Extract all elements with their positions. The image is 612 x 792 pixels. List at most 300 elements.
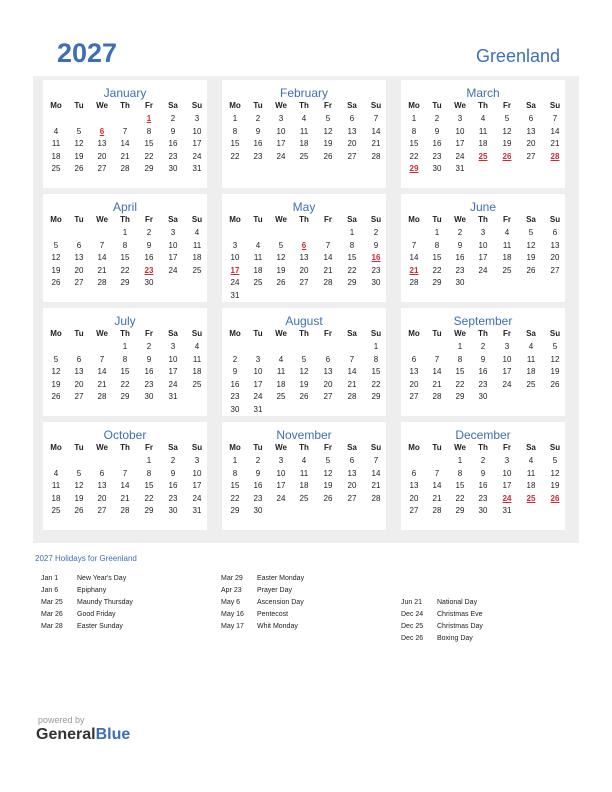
- day-cell: 2: [434, 114, 440, 123]
- day-cell: 5: [552, 342, 558, 351]
- day-cell: 14: [347, 367, 357, 376]
- week-row: [222, 455, 386, 467]
- day-cell: 11: [502, 240, 512, 250]
- weekday-label: We: [454, 101, 466, 110]
- day-cell: 23: [432, 151, 442, 161]
- day-cell: 23: [478, 493, 488, 503]
- day-cell: 12: [550, 468, 560, 478]
- day-cell: 24: [276, 493, 286, 503]
- day-cell: 16: [144, 253, 154, 262]
- weekday-label: We: [96, 443, 108, 452]
- day-cell: 10: [168, 354, 178, 364]
- day-cell: 16: [168, 481, 178, 490]
- holiday-name: Easter Sunday: [77, 623, 123, 630]
- week-row: [401, 480, 565, 492]
- day-cell: 8: [457, 468, 463, 478]
- day-cell: 30: [371, 278, 381, 287]
- day-cell: 7: [122, 468, 128, 478]
- weekday-label: Sa: [526, 215, 536, 224]
- holiday-day: 25: [478, 151, 488, 161]
- holiday-item: [221, 597, 391, 609]
- day-cell: 21: [347, 379, 357, 389]
- holiday-item: [41, 621, 211, 633]
- day-cell: 2: [170, 114, 176, 123]
- day-cell: 5: [76, 126, 82, 136]
- day-cell: 16: [168, 139, 178, 148]
- week-row: [401, 252, 565, 264]
- day-cell: 3: [170, 228, 176, 237]
- weekday-label: Fr: [503, 329, 511, 338]
- weekday-label: Tu: [74, 215, 84, 224]
- day-cell: 12: [276, 253, 286, 262]
- day-cell: 15: [409, 139, 419, 148]
- day-cell: 17: [192, 481, 202, 490]
- week-row: [43, 341, 207, 353]
- day-cell: 9: [480, 468, 486, 478]
- week-row: [401, 113, 565, 125]
- day-cell: 18: [502, 253, 512, 262]
- day-cell: 15: [144, 481, 154, 490]
- weekday-label: Tu: [253, 443, 263, 452]
- month-name: September: [453, 314, 513, 328]
- weekday-label: Mo: [50, 215, 62, 224]
- day-cell: 22: [409, 151, 419, 161]
- day-cell: 21: [432, 493, 442, 503]
- holiday-name: Good Friday: [77, 611, 116, 618]
- weekday-label: We: [454, 329, 466, 338]
- day-cell: 9: [146, 354, 152, 364]
- month-april: [43, 194, 207, 302]
- month-november: [222, 422, 386, 530]
- day-cell: 16: [455, 253, 465, 262]
- holiday-day: 21: [409, 265, 419, 275]
- week-row: [43, 277, 207, 289]
- holiday-day: 16: [371, 253, 381, 262]
- day-cell: 28: [120, 506, 130, 515]
- weekday-label: Tu: [74, 329, 84, 338]
- day-cell: 26: [526, 265, 536, 275]
- day-cell: 12: [74, 139, 84, 148]
- day-cell: 25: [253, 278, 263, 287]
- day-cell: 19: [51, 379, 61, 389]
- day-cell: 7: [411, 240, 417, 250]
- day-cell: 5: [552, 456, 558, 465]
- day-cell: 17: [168, 253, 178, 262]
- weekday-header: [222, 328, 386, 340]
- week-row: [222, 113, 386, 125]
- day-cell: 4: [53, 468, 59, 478]
- day-cell: 18: [478, 139, 488, 148]
- weekday-label: Mo: [229, 329, 241, 338]
- day-cell: 27: [74, 392, 84, 401]
- brand-logo: [36, 726, 130, 744]
- day-cell: 31: [230, 290, 240, 300]
- day-cell: 14: [432, 367, 442, 376]
- weekday-label: Mo: [50, 101, 62, 110]
- day-cell: 11: [299, 126, 309, 136]
- day-cell: 8: [146, 468, 152, 478]
- day-cell: 30: [432, 164, 442, 173]
- day-cell: 29: [455, 392, 465, 401]
- day-cell: 17: [478, 253, 488, 262]
- holiday-item: [41, 609, 211, 621]
- day-cell: 8: [122, 354, 128, 364]
- day-cell: 27: [323, 392, 333, 401]
- weekday-header: [222, 100, 386, 112]
- day-cell: 17: [192, 139, 202, 148]
- day-cell: 14: [120, 481, 130, 490]
- weekday-label: Fr: [503, 215, 511, 224]
- week-row: [222, 493, 386, 505]
- day-cell: 7: [99, 240, 105, 250]
- weekday-label: Su: [370, 329, 382, 338]
- day-cell: 29: [120, 392, 130, 401]
- weekday-label: Su: [370, 443, 382, 452]
- weekday-label: Mo: [50, 443, 62, 452]
- day-cell: 20: [97, 151, 107, 161]
- day-cell: 3: [457, 114, 463, 123]
- day-cell: 28: [323, 278, 333, 287]
- holiday-day: 1: [146, 114, 152, 123]
- day-cell: 7: [122, 126, 128, 136]
- holiday-name: Ascension Day: [257, 599, 304, 606]
- day-cell: 28: [371, 151, 381, 161]
- day-cell: 13: [347, 468, 357, 478]
- day-cell: 25: [299, 151, 309, 161]
- year-title: 2027: [57, 38, 118, 68]
- day-cell: 17: [168, 367, 178, 376]
- holiday-day: 26: [502, 151, 512, 161]
- day-cell: 18: [526, 481, 536, 490]
- holiday-name: Maundy Thursday: [77, 599, 133, 606]
- month-january: [43, 80, 207, 188]
- day-cell: 13: [526, 126, 536, 136]
- day-cell: 2: [457, 228, 463, 237]
- weekday-label: Th: [299, 443, 309, 452]
- week-row: [401, 138, 565, 150]
- day-cell: 17: [455, 139, 465, 148]
- day-cell: 22: [432, 265, 442, 275]
- holidays-title: 2027 Holidays for Greenland: [35, 554, 137, 563]
- day-cell: 22: [144, 151, 154, 161]
- weekday-label: We: [454, 443, 466, 452]
- day-cell: 2: [146, 342, 152, 351]
- day-cell: 2: [255, 456, 261, 465]
- day-cell: 20: [74, 379, 84, 389]
- day-cell: 13: [323, 367, 333, 376]
- day-cell: 14: [120, 139, 130, 148]
- day-cell: 23: [253, 151, 263, 161]
- day-cell: 18: [253, 265, 263, 275]
- day-cell: 22: [230, 151, 240, 161]
- holiday-name: National Day: [437, 599, 478, 606]
- day-cell: 7: [552, 114, 558, 123]
- month-march: [401, 80, 565, 188]
- week-row: [222, 379, 386, 391]
- weekday-label: Th: [120, 215, 130, 224]
- day-cell: 20: [409, 379, 419, 389]
- weekday-header: [401, 328, 565, 340]
- day-cell: 25: [502, 265, 512, 275]
- day-cell: 14: [550, 126, 560, 136]
- day-cell: 21: [371, 139, 381, 148]
- week-row: [401, 493, 565, 505]
- day-cell: 20: [347, 481, 357, 490]
- weekday-header: [43, 442, 207, 454]
- weekday-label: Fr: [145, 215, 153, 224]
- day-cell: 4: [528, 342, 534, 351]
- day-cell: 16: [253, 481, 263, 490]
- day-cell: 25: [526, 379, 536, 389]
- day-cell: 22: [144, 493, 154, 503]
- day-cell: 31: [455, 164, 465, 173]
- weekday-header: [43, 214, 207, 226]
- weekday-label: Mo: [229, 101, 241, 110]
- weekday-label: We: [96, 215, 108, 224]
- week-row: [222, 354, 386, 366]
- day-cell: 25: [299, 493, 309, 503]
- day-cell: 19: [526, 253, 536, 262]
- holiday-item: [41, 573, 211, 585]
- day-cell: 1: [411, 114, 417, 123]
- day-cell: 13: [550, 240, 560, 250]
- day-cell: 29: [371, 392, 381, 401]
- day-cell: 5: [53, 240, 59, 250]
- weekday-label: Sa: [168, 215, 178, 224]
- day-cell: 19: [550, 367, 560, 376]
- holiday-column-2: [221, 573, 391, 633]
- weekday-label: Su: [370, 215, 382, 224]
- day-cell: 13: [299, 253, 309, 262]
- holiday-date: Apr 23: [221, 587, 242, 594]
- holiday-name: New Year's Day: [77, 575, 127, 582]
- calendar-grid: [33, 76, 579, 543]
- day-cell: 2: [146, 228, 152, 237]
- day-cell: 19: [323, 139, 333, 148]
- day-cell: 11: [478, 126, 488, 136]
- weekday-label: Fr: [324, 215, 332, 224]
- day-cell: 29: [120, 278, 130, 287]
- day-cell: 10: [168, 240, 178, 250]
- day-cell: 1: [349, 228, 355, 237]
- day-cell: 14: [97, 367, 107, 376]
- week-row: [222, 468, 386, 480]
- day-cell: 14: [323, 253, 333, 262]
- day-cell: 21: [323, 265, 333, 275]
- day-cell: 24: [502, 379, 512, 389]
- day-cell: 2: [480, 456, 486, 465]
- day-cell: 26: [74, 506, 84, 515]
- day-cell: 24: [192, 493, 202, 503]
- day-cell: 10: [502, 354, 512, 364]
- day-cell: 29: [144, 164, 154, 173]
- month-name: June: [469, 200, 497, 214]
- day-cell: 20: [97, 493, 107, 503]
- week-row: [401, 163, 565, 175]
- day-cell: 29: [432, 278, 442, 287]
- weekday-label: Tu: [432, 101, 442, 110]
- day-cell: 31: [192, 164, 202, 173]
- day-cell: 8: [232, 468, 238, 478]
- day-cell: 31: [502, 506, 512, 515]
- day-cell: 1: [373, 342, 379, 351]
- day-cell: 15: [120, 367, 130, 376]
- day-cell: 27: [97, 506, 107, 515]
- day-cell: 28: [347, 392, 357, 401]
- day-cell: 22: [371, 379, 381, 389]
- weekday-label: Fr: [145, 101, 153, 110]
- day-cell: 8: [373, 354, 379, 364]
- holiday-item: [401, 609, 571, 621]
- day-cell: 8: [232, 126, 238, 136]
- weekday-label: Su: [549, 443, 561, 452]
- holiday-date: Jan 1: [41, 575, 59, 582]
- week-row: [222, 126, 386, 138]
- week-row: [43, 480, 207, 492]
- holiday-name: Pentecost: [257, 611, 289, 618]
- day-cell: 9: [170, 468, 176, 478]
- day-cell: 8: [349, 240, 355, 250]
- brand-blue: Blue: [95, 726, 131, 743]
- week-row: [43, 113, 207, 125]
- weekday-label: Mo: [408, 443, 420, 452]
- month-july: [43, 308, 207, 416]
- day-cell: 10: [478, 240, 488, 250]
- week-row: [222, 366, 386, 378]
- holiday-name: Easter Monday: [257, 575, 305, 582]
- week-row: [43, 493, 207, 505]
- weekday-label: Mo: [408, 101, 420, 110]
- weekday-label: Su: [370, 101, 382, 110]
- weekday-label: Tu: [432, 443, 442, 452]
- day-cell: 3: [504, 342, 510, 351]
- day-cell: 25: [192, 379, 202, 389]
- week-row: [401, 151, 565, 163]
- day-cell: 24: [455, 151, 465, 161]
- day-cell: 5: [278, 240, 284, 250]
- holiday-item: [41, 597, 211, 609]
- day-cell: 3: [278, 114, 284, 123]
- weekday-label: Su: [191, 215, 203, 224]
- month-october: [43, 422, 207, 530]
- month-name: March: [466, 86, 500, 100]
- day-cell: 27: [409, 506, 419, 515]
- weekday-label: Mo: [229, 215, 241, 224]
- day-cell: 30: [144, 392, 154, 401]
- day-cell: 10: [253, 367, 263, 376]
- day-cell: 4: [480, 114, 486, 123]
- holiday-day: 6: [99, 126, 105, 136]
- day-cell: 12: [299, 367, 309, 376]
- day-cell: 14: [371, 468, 381, 478]
- weekday-label: Sa: [347, 443, 357, 452]
- day-cell: 11: [276, 367, 286, 376]
- month-name: October: [103, 428, 147, 442]
- holiday-date: Jan 6: [41, 587, 59, 594]
- day-cell: 17: [276, 481, 286, 490]
- weekday-label: Th: [299, 101, 309, 110]
- day-cell: 16: [144, 367, 154, 376]
- week-row: [43, 151, 207, 163]
- day-cell: 4: [278, 354, 284, 364]
- day-cell: 20: [347, 139, 357, 148]
- week-row: [401, 505, 565, 517]
- weekday-label: Su: [191, 329, 203, 338]
- week-row: [43, 455, 207, 467]
- week-row: [401, 126, 565, 138]
- day-cell: 23: [144, 379, 154, 389]
- weekday-label: Su: [191, 101, 203, 110]
- weekday-label: We: [96, 101, 108, 110]
- month-june: [401, 194, 565, 302]
- day-cell: 6: [552, 228, 558, 237]
- day-cell: 5: [325, 114, 331, 123]
- week-row: [43, 240, 207, 252]
- day-cell: 13: [97, 139, 107, 148]
- day-cell: 3: [170, 342, 176, 351]
- day-cell: 27: [409, 392, 419, 401]
- week-row: [401, 455, 565, 467]
- week-row: [401, 391, 565, 403]
- day-cell: 29: [347, 278, 357, 287]
- day-cell: 30: [478, 506, 488, 515]
- weekday-label: Mo: [50, 329, 62, 338]
- day-cell: 19: [323, 481, 333, 490]
- day-cell: 18: [299, 139, 309, 148]
- day-cell: 7: [325, 240, 331, 250]
- day-cell: 23: [230, 392, 240, 401]
- day-cell: 2: [255, 114, 261, 123]
- day-cell: 3: [278, 456, 284, 465]
- day-cell: 24: [168, 265, 178, 275]
- day-cell: 7: [373, 456, 379, 465]
- holiday-item: [401, 573, 571, 585]
- holiday-column-1: [41, 573, 211, 633]
- day-cell: 17: [253, 379, 263, 389]
- day-cell: 19: [51, 265, 61, 275]
- week-row: [43, 366, 207, 378]
- day-cell: 15: [144, 139, 154, 148]
- day-cell: 11: [299, 468, 309, 478]
- month-may: [222, 194, 386, 302]
- day-cell: 12: [502, 126, 512, 136]
- month-name: February: [279, 86, 329, 100]
- day-cell: 19: [502, 139, 512, 148]
- day-cell: 20: [526, 139, 536, 148]
- weekday-label: Fr: [324, 101, 332, 110]
- weekday-label: We: [454, 215, 466, 224]
- day-cell: 31: [168, 392, 178, 401]
- day-cell: 31: [192, 506, 202, 515]
- weekday-label: Th: [120, 443, 130, 452]
- week-row: [222, 480, 386, 492]
- week-row: [401, 277, 565, 289]
- week-row: [401, 341, 565, 353]
- weekday-label: Sa: [347, 329, 357, 338]
- day-cell: 28: [409, 278, 419, 287]
- weekday-label: Th: [478, 101, 488, 110]
- day-cell: 7: [373, 114, 379, 123]
- day-cell: 22: [120, 379, 130, 389]
- weekday-header: [401, 100, 565, 112]
- day-cell: 8: [434, 240, 440, 250]
- day-cell: 30: [230, 404, 240, 414]
- day-cell: 9: [373, 240, 379, 250]
- week-row: [222, 252, 386, 264]
- week-row: [43, 468, 207, 480]
- day-cell: 4: [301, 456, 307, 465]
- weekday-label: Tu: [74, 443, 84, 452]
